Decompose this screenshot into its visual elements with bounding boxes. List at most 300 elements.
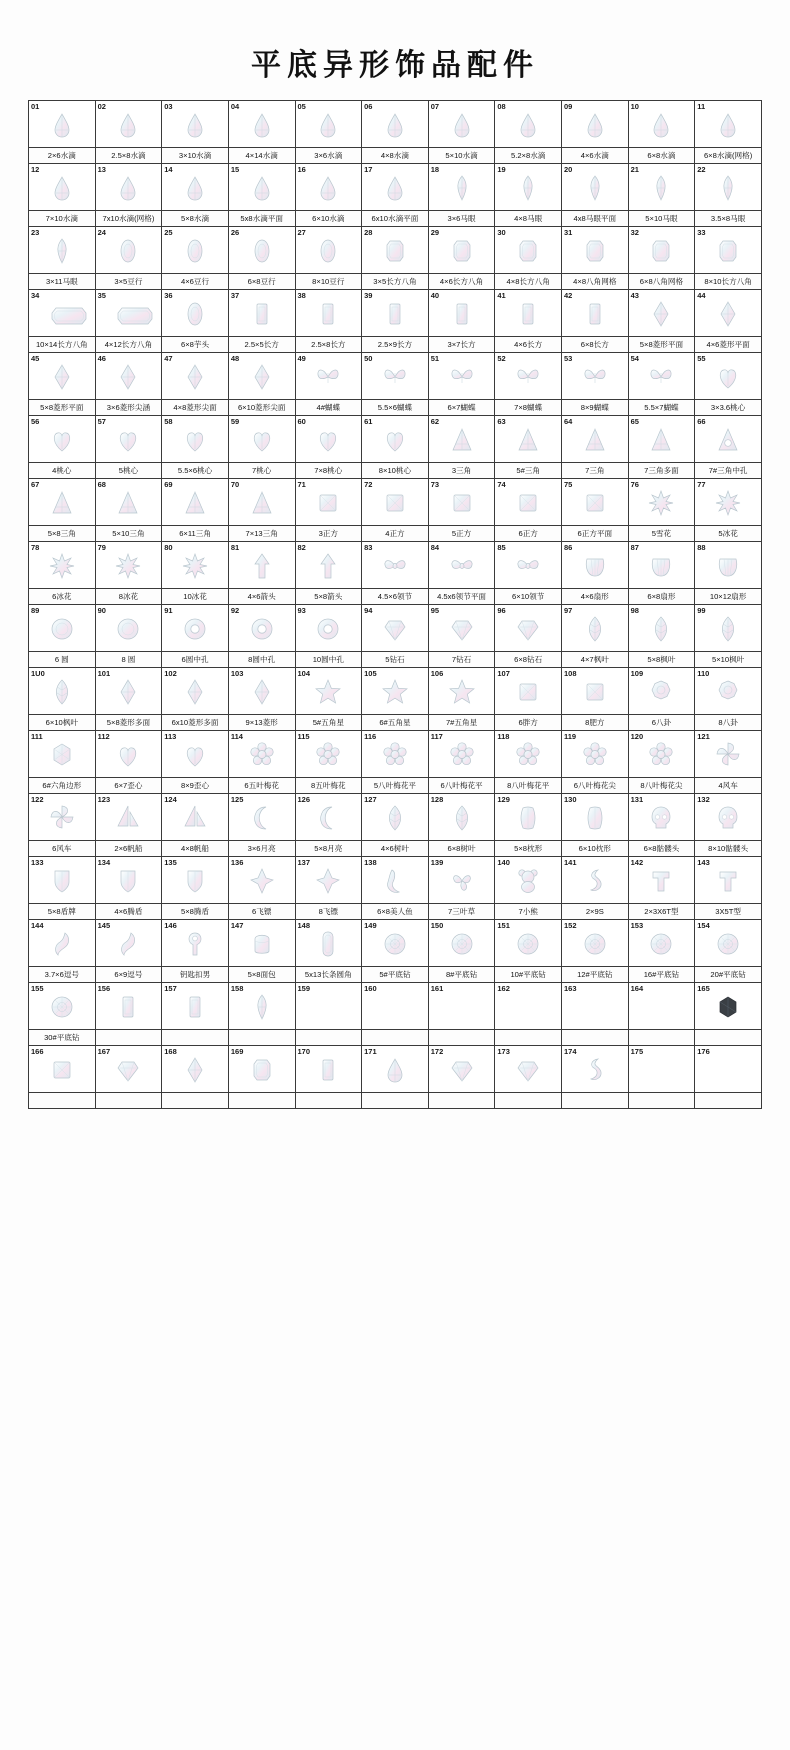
catalog-item-cell[interactable] [162, 164, 228, 210]
oval-gem-icon [182, 237, 208, 265]
item-number: 136 [230, 858, 244, 867]
catalog-item-cell[interactable] [29, 794, 95, 840]
catalog-item-cell[interactable] [629, 416, 695, 462]
catalog-item-cell[interactable] [29, 479, 95, 525]
item-number: 14 [164, 165, 173, 174]
item-label: 8×9歪心 [181, 781, 210, 790]
item-number: 16 [297, 165, 306, 174]
catalog-item-cell[interactable] [629, 1046, 695, 1092]
item-number: 40 [430, 291, 440, 300]
catalog-item-cell[interactable] [495, 605, 561, 651]
catalog-label-row [29, 589, 762, 605]
catalog-item-cell[interactable] [296, 101, 362, 147]
catalog-item-cell[interactable] [229, 857, 295, 903]
catalog-item-cell[interactable] [296, 1046, 362, 1092]
heart-gem-icon [382, 426, 408, 454]
catalog-item-cell[interactable] [495, 794, 561, 840]
catalog-item-cell[interactable] [96, 605, 162, 651]
catalog-item-cell[interactable] [162, 857, 228, 903]
catalog-item-cell[interactable] [562, 479, 628, 525]
item-number: 48 [230, 354, 240, 363]
none-gem-icon [382, 993, 408, 1021]
catalog-item-cell[interactable] [96, 290, 162, 336]
catalog-item-cell[interactable] [695, 983, 761, 1029]
catalog-item-cell[interactable] [562, 605, 628, 651]
item-label: 6飞镖 [251, 907, 272, 916]
item-number: 15 [230, 165, 240, 174]
catalog-item-cell[interactable] [562, 920, 628, 966]
catalog-item-cell[interactable] [495, 920, 561, 966]
catalog-item-cell[interactable] [229, 416, 295, 462]
item-number: 150 [430, 921, 444, 930]
triangle-gem-icon [582, 426, 608, 454]
catalog-item-cell[interactable] [96, 983, 162, 1029]
catalog-item-cell[interactable] [362, 668, 428, 714]
star-gem-icon [449, 678, 475, 706]
catalog-item-cell[interactable] [296, 605, 362, 651]
catalog-item-cell[interactable] [562, 857, 628, 903]
catalog-item-cell[interactable] [229, 920, 295, 966]
item-number: 07 [430, 102, 440, 111]
catalog-item-cell[interactable] [495, 479, 561, 525]
catalog-item-cell[interactable] [429, 290, 495, 336]
catalog-item-cell[interactable] [96, 1046, 162, 1092]
swirl-gem-icon [582, 1056, 608, 1084]
catalog-item-cell[interactable] [29, 164, 95, 210]
catalog-item-cell[interactable] [229, 794, 295, 840]
catalog-item-cell[interactable] [29, 101, 95, 147]
catalog-item-cell[interactable] [495, 101, 561, 147]
catalog-item-cell[interactable] [162, 353, 228, 399]
catalog-item-cell[interactable] [229, 164, 295, 210]
catalog-item-cell[interactable] [96, 794, 162, 840]
catalog-item-cell[interactable] [229, 479, 295, 525]
diamond-gem-icon [115, 363, 141, 391]
catalog-item-cell[interactable] [29, 416, 95, 462]
marquise-gem-icon [582, 174, 608, 202]
item-label: 20#平底钻 [710, 970, 746, 979]
gemstone-gem-icon [449, 615, 475, 643]
teardrop-gem-icon [49, 174, 75, 202]
item-number: 134 [97, 858, 111, 867]
catalog-item-cell[interactable] [562, 542, 628, 588]
catalog-item-cell[interactable] [362, 857, 428, 903]
item-number: 39 [364, 291, 373, 300]
item-label: 3×6菱形尖涵 [106, 403, 151, 412]
item-label: 6×8芋头 [181, 340, 210, 349]
catalog-item-cell[interactable] [562, 794, 628, 840]
teardrop-gem-icon [648, 111, 674, 139]
pinwheel-gem-icon [49, 804, 75, 832]
catalog-item-cell[interactable] [162, 983, 228, 1029]
catalog-item-cell[interactable] [629, 920, 695, 966]
catalog-item-cell[interactable] [629, 731, 695, 777]
catalog-item-cell[interactable] [429, 479, 495, 525]
catalog-item-cell[interactable] [296, 668, 362, 714]
catalog-item-cell[interactable] [296, 542, 362, 588]
teardrop-gem-icon [115, 111, 141, 139]
catalog-item-cell[interactable] [629, 857, 695, 903]
catalog-image-row [29, 1046, 762, 1093]
catalog-label-row [29, 400, 762, 416]
catalog-item-cell[interactable] [495, 542, 561, 588]
catalog-item-cell[interactable] [562, 290, 628, 336]
marquise-gem-icon [249, 993, 275, 1021]
item-label: 6#五角星 [379, 718, 411, 727]
catalog-item-cell[interactable] [29, 920, 95, 966]
catalog-item-cell[interactable] [162, 794, 228, 840]
catalog-item-cell[interactable] [229, 731, 295, 777]
bow-gem-icon [449, 552, 475, 580]
rect-gem-icon [382, 300, 408, 328]
gemstone-gem-icon [515, 615, 541, 643]
triangle-gem-icon [249, 489, 275, 517]
catalog-item-cell[interactable] [695, 794, 761, 840]
catalog-item-cell[interactable] [29, 983, 95, 1029]
catalog-item-cell[interactable] [362, 164, 428, 210]
catalog-item-cell[interactable] [629, 668, 695, 714]
catalog-item-cell[interactable] [29, 857, 95, 903]
tshape-gem-icon [648, 867, 674, 895]
catalog-item-cell[interactable] [695, 353, 761, 399]
item-label: 10冰花 [183, 592, 207, 601]
item-label: 5冰花 [718, 529, 738, 538]
catalog-item-cell[interactable] [96, 164, 162, 210]
catalog-item-cell[interactable] [362, 416, 428, 462]
catalog-item-cell[interactable] [562, 416, 628, 462]
catalog-item-cell[interactable] [229, 290, 295, 336]
catalog-item-cell[interactable] [562, 164, 628, 210]
mermaid-gem-icon [382, 867, 408, 895]
item-number: 41 [497, 291, 506, 300]
item-number: 60 [297, 417, 306, 426]
diamond-gem-icon [182, 1056, 208, 1084]
catalog-item-cell[interactable] [495, 1046, 561, 1092]
catalog-item-cell[interactable] [362, 983, 428, 1029]
item-number: 59 [230, 417, 240, 426]
catalog-item-cell[interactable] [695, 227, 761, 273]
catalog-item-cell[interactable] [562, 101, 628, 147]
item-label: 5×10水滴 [445, 151, 478, 160]
pill-gem-icon [315, 930, 341, 958]
catalog-item-cell[interactable] [162, 605, 228, 651]
catalog-item-cell[interactable] [229, 353, 295, 399]
catalog-item-cell[interactable] [96, 353, 162, 399]
item-number: 61 [364, 417, 373, 426]
item-number: 82 [297, 543, 306, 552]
item-number: 43 [630, 291, 639, 300]
item-number: 63 [497, 417, 506, 426]
none-gem-icon [449, 993, 475, 1021]
catalog-item-cell[interactable] [629, 353, 695, 399]
item-label: 3×5长方八角 [373, 277, 417, 286]
catalog-item-cell[interactable] [362, 605, 428, 651]
item-label: 6冰花 [52, 592, 72, 601]
item-label [562, 1030, 628, 1045]
item-number: 54 [630, 354, 639, 363]
catalog-item-cell[interactable] [296, 857, 362, 903]
catalog-item-cell[interactable] [229, 605, 295, 651]
catalog-item-cell[interactable] [96, 731, 162, 777]
item-label: 6八叶梅花尖 [573, 781, 616, 790]
catalog-item-cell[interactable] [695, 668, 761, 714]
catalog-item-cell[interactable] [429, 794, 495, 840]
catalog-item-cell[interactable] [695, 479, 761, 525]
catalog-item-cell[interactable] [96, 416, 162, 462]
star-gem-icon [315, 678, 341, 706]
catalog-item-cell[interactable] [695, 164, 761, 210]
catalog-item-cell[interactable] [495, 416, 561, 462]
catalog-item-cell[interactable] [429, 731, 495, 777]
catalog-item-cell[interactable] [429, 983, 495, 1029]
catalog-item-cell[interactable] [562, 983, 628, 1029]
item-label [229, 1093, 295, 1108]
catalog-item-cell[interactable] [29, 1046, 95, 1092]
catalog-item-cell[interactable] [629, 983, 695, 1029]
item-number: 157 [164, 984, 177, 993]
catalog-item-cell[interactable] [495, 164, 561, 210]
catalog-item-cell[interactable] [96, 479, 162, 525]
catalog-item-cell[interactable] [629, 542, 695, 588]
item-label: 6×8豆行 [247, 277, 276, 286]
snowflake-gem-icon [49, 552, 75, 580]
catalog-image-row [29, 857, 762, 904]
catalog-item-cell[interactable] [296, 983, 362, 1029]
catalog-item-cell[interactable] [362, 353, 428, 399]
catalog-item-cell[interactable] [695, 605, 761, 651]
oval-gem-icon [315, 237, 341, 265]
catalog-item-cell[interactable] [229, 227, 295, 273]
catalog-item-cell[interactable] [695, 1046, 761, 1092]
catalog-item-cell[interactable] [96, 227, 162, 273]
item-number: 129 [497, 795, 510, 804]
catalog-item-cell[interactable] [96, 920, 162, 966]
teardrop-gem-icon [582, 111, 608, 139]
snowflake-gem-icon [115, 552, 141, 580]
catalog-item-cell[interactable] [429, 1046, 495, 1092]
catalog-item-cell[interactable] [362, 920, 428, 966]
item-label: 5x8水滴平面 [240, 214, 283, 223]
tshape-gem-icon [715, 867, 741, 895]
catalog-item-cell[interactable] [629, 794, 695, 840]
item-label: 5钻石 [385, 655, 405, 664]
catalog-label-row [29, 652, 762, 668]
catalog-item-cell[interactable] [495, 353, 561, 399]
none-gem-icon [582, 993, 608, 1021]
catalog-item-cell[interactable] [429, 101, 495, 147]
catalog-item-cell[interactable] [695, 731, 761, 777]
catalog-item-cell[interactable] [162, 668, 228, 714]
bow-gem-icon [382, 552, 408, 580]
catalog-item-cell[interactable] [695, 101, 761, 147]
catalog-item-cell[interactable] [162, 542, 228, 588]
catalog-item-cell[interactable] [29, 353, 95, 399]
catalog-item-cell[interactable] [429, 227, 495, 273]
item-number: 55 [697, 354, 706, 363]
item-label: 7×8桃心 [314, 466, 343, 475]
item-label [362, 1093, 428, 1108]
catalog-item-cell[interactable] [562, 731, 628, 777]
catalog-item-cell[interactable] [362, 731, 428, 777]
catalog-item-cell[interactable] [29, 227, 95, 273]
catalog-image-row [29, 542, 762, 589]
item-number: 141 [564, 858, 577, 867]
item-label: 5.5×6桃心 [177, 466, 213, 475]
item-number: 26 [230, 228, 240, 237]
oval-gem-icon [115, 237, 141, 265]
catalog-label-row [29, 148, 762, 164]
arrow-gem-icon [249, 552, 275, 580]
catalog-item-cell[interactable] [162, 290, 228, 336]
catalog-item-cell[interactable] [229, 668, 295, 714]
catalog-item-cell[interactable] [229, 542, 295, 588]
octagon-wide-gem-icon [115, 300, 141, 328]
item-label: 6x10菱形多面 [171, 718, 219, 727]
round-flat-gem-icon [648, 930, 674, 958]
catalog-item-cell[interactable] [296, 731, 362, 777]
item-number: 53 [564, 354, 573, 363]
catalog-item-cell[interactable] [29, 290, 95, 336]
catalog-item-cell[interactable] [495, 857, 561, 903]
item-number: 161 [430, 984, 444, 993]
catalog-item-cell[interactable] [96, 668, 162, 714]
catalog-item-cell[interactable] [429, 920, 495, 966]
item-number: 153 [630, 921, 644, 930]
flower-gem-icon [382, 741, 408, 769]
catalog-item-cell[interactable] [162, 101, 228, 147]
item-number: 72 [364, 480, 373, 489]
item-number: 36 [164, 291, 173, 300]
catalog-item-cell[interactable] [229, 983, 295, 1029]
catalog-item-cell[interactable] [296, 920, 362, 966]
catalog-item-cell[interactable] [562, 668, 628, 714]
catalog-item-cell[interactable] [429, 857, 495, 903]
catalog-item-cell[interactable] [229, 101, 295, 147]
catalog-item-cell[interactable] [362, 290, 428, 336]
catalog-item-cell[interactable] [495, 731, 561, 777]
catalog-item-cell[interactable] [229, 1046, 295, 1092]
catalog-item-cell[interactable] [695, 290, 761, 336]
item-label: 8×10骷髅头 [708, 844, 749, 853]
catalog-item-cell[interactable] [162, 227, 228, 273]
catalog-item-cell[interactable] [96, 101, 162, 147]
octagon-gem-icon [382, 237, 408, 265]
catalog-item-cell[interactable] [296, 794, 362, 840]
catalog-item-cell[interactable] [429, 542, 495, 588]
catalog-item-cell[interactable] [29, 542, 95, 588]
catalog-item-cell[interactable] [296, 164, 362, 210]
catalog-item-cell[interactable] [695, 920, 761, 966]
catalog-item-cell[interactable] [495, 227, 561, 273]
catalog-label-row [29, 463, 762, 479]
item-label: 5×10马眼 [645, 214, 678, 223]
catalog-item-cell[interactable] [695, 857, 761, 903]
item-label [162, 1093, 228, 1108]
catalog-item-cell[interactable] [162, 920, 228, 966]
item-label: 3×6水滴 [314, 151, 343, 160]
diamond-gem-icon [182, 678, 208, 706]
oval-gem-icon [249, 237, 275, 265]
item-number: 66 [697, 417, 706, 426]
catalog-grid-wrapper [0, 100, 790, 1129]
pinwheel-gem-icon [715, 741, 741, 769]
catalog-item-cell[interactable] [162, 416, 228, 462]
catalog-item-cell[interactable] [429, 416, 495, 462]
catalog-item-cell[interactable] [296, 227, 362, 273]
item-label: 3×6月亮 [247, 844, 276, 853]
catalog-item-cell[interactable] [296, 290, 362, 336]
catalog-item-cell[interactable] [429, 353, 495, 399]
catalog-item-cell[interactable] [495, 290, 561, 336]
catalog-item-cell[interactable] [362, 1046, 428, 1092]
catalog-item-cell[interactable] [362, 227, 428, 273]
item-label: 6×8八角网格 [639, 277, 684, 286]
item-label [629, 1093, 695, 1108]
leaf-gem-icon [715, 615, 741, 643]
catalog-item-cell[interactable] [362, 101, 428, 147]
rect-gem-icon [115, 993, 141, 1021]
catalog-item-cell[interactable] [29, 668, 95, 714]
catalog-item-cell[interactable] [162, 1046, 228, 1092]
catalog-item-cell[interactable] [629, 479, 695, 525]
item-number: 122 [31, 795, 44, 804]
item-number: 33 [697, 228, 706, 237]
catalog-item-cell[interactable] [562, 227, 628, 273]
diamond-gem-icon [249, 678, 275, 706]
catalog-item-cell[interactable] [29, 605, 95, 651]
item-label: 2.5×5长方 [244, 340, 279, 349]
catalog-item-cell[interactable] [429, 668, 495, 714]
catalog-item-cell[interactable] [362, 542, 428, 588]
catalog-item-cell[interactable] [29, 731, 95, 777]
item-label: 3×10水滴 [178, 151, 212, 160]
catalog-item-cell[interactable] [562, 353, 628, 399]
none-gem-icon [515, 993, 541, 1021]
item-number: 05 [297, 102, 306, 111]
leaf-gem-icon [449, 804, 475, 832]
catalog-item-cell[interactable] [629, 164, 695, 210]
catalog-item-cell[interactable] [695, 416, 761, 462]
catalog-item-cell[interactable] [162, 731, 228, 777]
catalog-item-cell[interactable] [429, 164, 495, 210]
flower-gem-icon [315, 741, 341, 769]
item-number: 149 [364, 921, 377, 930]
item-label: 4×6豆行 [181, 277, 210, 286]
catalog-item-cell[interactable] [629, 227, 695, 273]
item-label: 8圆中孔 [248, 655, 276, 664]
catalog-item-cell[interactable] [495, 668, 561, 714]
catalog-item-cell[interactable] [629, 605, 695, 651]
catalog-item-cell[interactable] [96, 542, 162, 588]
catalog-item-cell[interactable] [362, 479, 428, 525]
triangle-gem-icon [648, 426, 674, 454]
catalog-item-cell[interactable] [296, 353, 362, 399]
sail-gem-icon [182, 804, 208, 832]
catalog-item-cell[interactable] [629, 290, 695, 336]
catalog-item-cell[interactable] [429, 605, 495, 651]
catalog-item-cell[interactable] [562, 1046, 628, 1092]
catalog-item-cell[interactable] [629, 101, 695, 147]
catalog-item-cell[interactable] [495, 983, 561, 1029]
item-number: 125 [230, 795, 244, 804]
catalog-item-cell[interactable] [296, 416, 362, 462]
catalog-item-cell[interactable] [162, 479, 228, 525]
catalog-item-cell[interactable] [362, 794, 428, 840]
catalog-item-cell[interactable] [695, 542, 761, 588]
catalog-item-cell[interactable] [296, 479, 362, 525]
rect-gem-icon [582, 300, 608, 328]
catalog-item-cell[interactable] [96, 857, 162, 903]
